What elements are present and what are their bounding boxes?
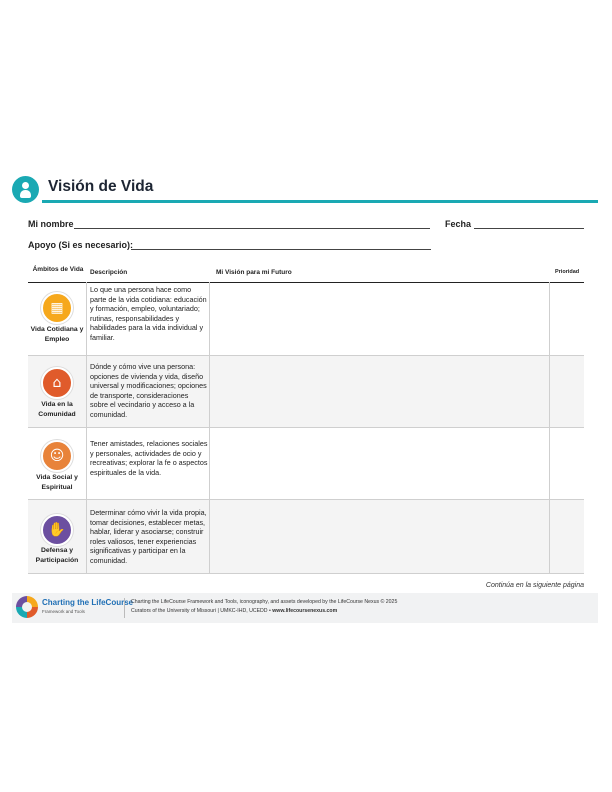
person-icon <box>12 176 39 203</box>
priority-input[interactable] <box>550 500 583 572</box>
date-field[interactable] <box>474 228 584 229</box>
continue-note: Continúa en la siguiente página <box>485 582 584 589</box>
domain-description: Dónde y cómo vive una persona: opciones de vivienda y vida, diseño universal y modificaciones; opciones de transporte, consideraciones sobre el vecindario y acceso a la comunidad. <box>90 362 207 419</box>
header-vision: Mi Visión para mi Futuro <box>216 269 292 276</box>
header-description: Descripción <box>90 269 128 276</box>
raised-hands-icon: ✋ <box>41 514 73 546</box>
header-domains: Ámbitos de Vida <box>32 266 84 273</box>
name-label: Mi nombre <box>28 219 74 229</box>
footer-credit: Charting the LifeCourse Framework and Tools, iconography, and assets developed by the LifeCourse Nexus © 2025 <box>131 599 398 605</box>
footer-website-link[interactable]: www.lifecoursenexus.com <box>272 608 338 614</box>
domain-name: Vida en la Comunidad <box>38 401 76 418</box>
vision-input[interactable] <box>210 428 548 498</box>
home-icon: ⌂ <box>41 367 73 399</box>
page-title: Visión de Vida <box>48 178 154 195</box>
vision-input[interactable] <box>210 500 548 572</box>
vision-input[interactable] <box>210 356 548 426</box>
priority-input[interactable] <box>550 356 583 426</box>
life-vision-table <box>28 261 584 575</box>
column-divider <box>86 282 87 573</box>
vision-input[interactable] <box>210 283 548 354</box>
title-divider <box>42 200 598 203</box>
name-field[interactable] <box>74 228 430 229</box>
calendar-icon: ▦ <box>41 292 73 324</box>
date-label: Fecha <box>445 219 472 229</box>
footer-curators-text: Curators of the University of Missouri | UMKC-IHD, UCEDD • <box>131 608 271 614</box>
support-field[interactable] <box>131 249 431 250</box>
logo-text: Charting the LifeCourse <box>42 598 134 607</box>
domain-description: Tener amistades, relaciones sociales y personales, actividades de ocio y recreativas; explorar la fe o aspectos espirituales de la vida. <box>90 439 208 477</box>
lifecourse-logo-icon <box>16 596 38 618</box>
support-label: Apoyo (Si es necesario): <box>28 240 134 250</box>
logo-subtitle: Framework and Tools <box>42 609 85 614</box>
domain-name: Defensa y Participación <box>35 547 79 564</box>
priority-input[interactable] <box>550 283 583 354</box>
footer-curators <box>131 608 337 614</box>
header-priority: Prioridad <box>555 269 580 275</box>
domain-description: Lo que una persona hace como parte de la vida cotidiana: educación y formación, empleo, voluntariado; rutinas, responsabilidades y habilidades para la vida individual y familiar. <box>90 285 207 342</box>
domain-name: Vida Cotidiana y Empleo <box>30 326 84 343</box>
domain-description: Determinar cómo vivir la vida propia, tomar decisiones, establecer metas, hablar, liderar y asociarse; construir roles valiosos, tener experiencias significativas y participar en la comunidad. <box>90 508 207 565</box>
table-bottom <box>28 573 584 574</box>
people-icon: ☺ <box>41 440 73 472</box>
domain-name: Vida Social y Espiritual <box>36 474 78 491</box>
priority-input[interactable] <box>550 428 583 498</box>
footer-divider <box>124 598 125 618</box>
